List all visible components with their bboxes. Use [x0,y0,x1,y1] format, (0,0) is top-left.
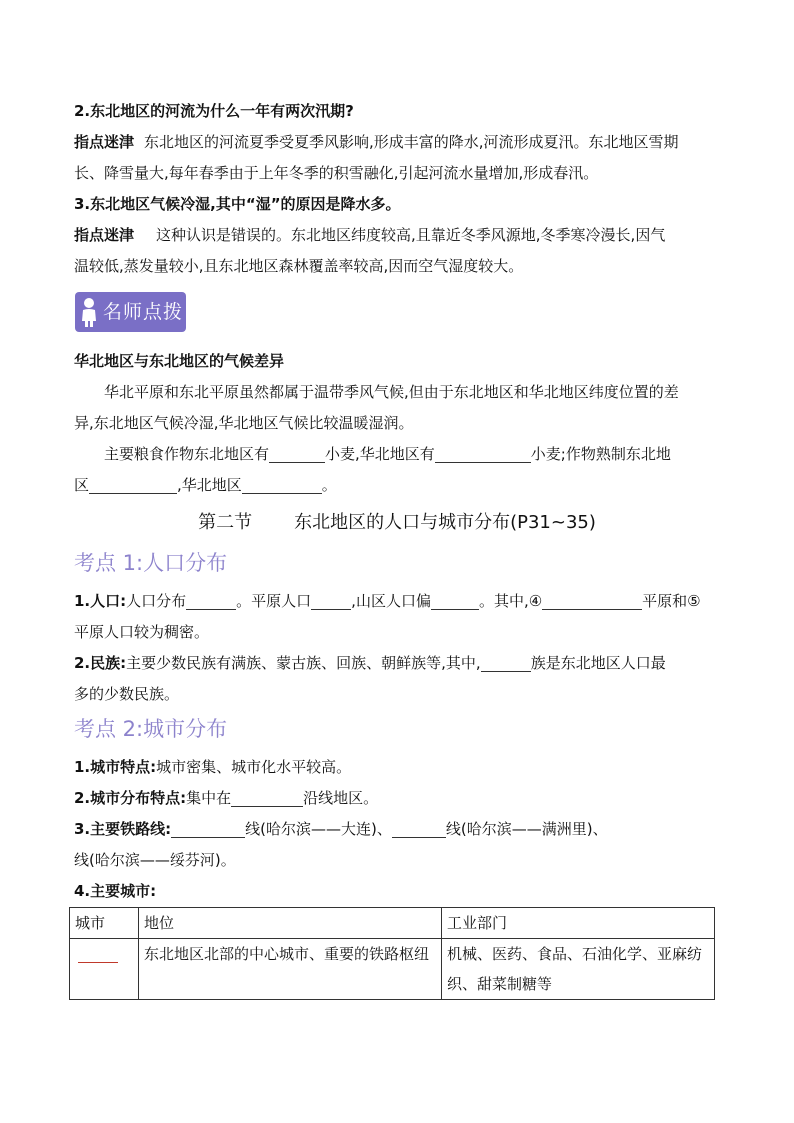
blank-northeast-ripening[interactable] [89,475,177,494]
table-header-row [70,908,715,939]
badge-label: 名师点拨 [103,301,184,323]
city-features-label: 1.城市特点: [74,758,157,776]
position-cell: 东北地区北部的中心城市、重要的铁路枢纽 [139,939,442,1000]
climate-heading: 华北地区与东北地区的气候差异 [74,352,285,370]
railway-line2: 线(哈尔滨——绥芬河)。 [74,851,236,869]
city-features-text: 城市密集、城市化水平较高。 [156,758,352,776]
question-2-text: 2.东北地区的河流为什么一年有两次汛期? [74,102,354,120]
hint-2 [0,127,794,158]
hint-label: 指点迷津 [74,226,135,244]
city-distribution-label: 2.城市分布特点: [74,789,187,807]
ethnic-line2: 多的少数民族。 [74,685,180,703]
header-city: 城市 [70,908,139,939]
hint-3-line1: 这种认识是错误的。东北地区纬度较高,且靠近冬季风源地,冬季寒冷漫长,因气 [156,226,666,244]
blank-railway-2[interactable] [392,819,446,838]
railway-label: 3.主要铁路线: [74,820,172,838]
population-label: 1.人口: [74,592,127,610]
blank-north-crop[interactable] [435,444,531,463]
industry-cell: 机械、医药、食品、石油化学、亚麻纺织、甜菜制糖等 [442,939,715,1000]
city-section [0,752,794,907]
crops-text-a: 主要粮食作物东北地区有 [104,445,270,463]
hint-2-line1: 东北地区的河流夏季受夏季风影响,形成丰富的降水,河流形成夏汛。东北地区雪期 [144,133,679,151]
pop-text-e: 平原和⑤ [642,592,701,610]
rail-text-b: 线(哈尔滨——满洲里)、 [445,820,608,838]
ethnic-text-a: 主要少数民族有满族、蒙古族、回族、朝鲜族等,其中, [126,654,481,672]
main-cities-label: 4.主要城市: [74,882,157,900]
railway-line1 [0,814,794,845]
blank-northeast-crop[interactable] [269,444,325,463]
city-cell [70,939,139,1000]
ethnic-line1 [0,648,794,679]
hint-2-line2: 长、降雪量大,每年春季由于上年冬季的积雪融化,引起河流水量增加,形成春汛。 [74,164,599,182]
crops-text-d: 区 [74,476,90,494]
pop-text-d: 。其中,④ [478,592,543,610]
ethnic-label: 2.民族: [74,654,127,672]
section-number: 第二节 [198,512,253,533]
teacher-tips-badge [75,292,186,332]
blank-city-distribution[interactable] [231,788,303,807]
exam-point-1-title: 考点 1:人口分布 [74,551,228,575]
crops-text-b: 小麦,华北地区有 [325,445,435,463]
blank-plain-pop[interactable] [311,591,351,610]
population-line1 [0,586,794,617]
blank-city-name[interactable] [78,944,118,963]
dist-text-a: 集中在 [186,789,232,807]
climate-section [0,346,794,501]
blank-pop-distribution[interactable] [186,591,236,610]
question-2 [0,96,794,189]
crops-text-c: 小麦;作物熟制东北地 [530,445,671,463]
header-industry: 工业部门 [442,908,715,939]
question-3 [0,189,794,282]
hint-3 [0,220,794,251]
blank-mountain-pop[interactable] [431,591,479,610]
climate-para-line2: 异,东北地区气候冷湿,华北地区气候比较温暖湿润。 [74,414,414,432]
teacher-figure-icon [81,297,97,327]
blank-ethnic-group[interactable] [481,653,531,672]
blank-railway-1[interactable] [171,819,245,838]
hint-label: 指点迷津 [74,133,135,151]
blank-plain-4[interactable] [542,591,642,610]
city-distribution [0,783,794,814]
population-section [0,586,794,710]
table-row [70,939,715,1000]
question-3-text: 3.东北地区气候冷湿,其中“湿”的原因是降水多。 [74,195,401,213]
exam-point-2-title: 考点 2:城市分布 [74,717,228,741]
crops-text-f: 。 [321,476,337,494]
rail-text-a: 线(哈尔滨——大连)、 [245,820,392,838]
climate-para-line1: 华北平原和东北平原虽然都属于温带季风气候,但由于东北地区和华北地区纬度位置的差 [104,383,679,401]
crops-line1 [0,439,794,470]
crops-text-e: ,华北地区 [177,476,242,494]
pop-text-a: 人口分布 [126,592,187,610]
section-title [0,508,794,538]
dist-text-b: 沿线地区。 [303,789,379,807]
header-position: 地位 [139,908,442,939]
hint-3-line2: 温较低,蒸发量较小,且东北地区森林覆盖率较高,因而空气湿度较大。 [74,257,524,275]
pop-text-c: ,山区人口偏 [351,592,431,610]
section-name: 东北地区的人口与城市分布(P31~35) [294,512,596,533]
city-features [0,752,794,783]
crops-line2 [0,470,794,501]
ethnic-text-b: 族是东北地区人口最 [530,654,666,672]
cities-table [69,907,715,1000]
population-line2: 平原人口较为稠密。 [74,623,210,641]
pop-text-b: 。平原人口 [236,592,312,610]
blank-north-ripening[interactable] [242,475,322,494]
